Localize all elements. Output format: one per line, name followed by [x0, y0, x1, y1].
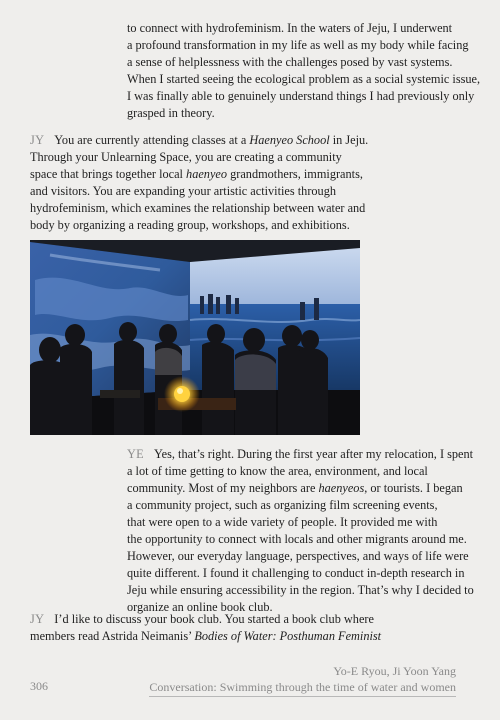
text-line — [30, 132, 380, 149]
text-line: a sense of helplessness with the challenges posed by vast systems. — [127, 55, 453, 69]
text-line: quite different. I found it challenging to conduct in-depth research in — [127, 566, 465, 580]
italic-term: Haenyeo School — [249, 133, 330, 147]
speaker-initials: JY — [30, 612, 45, 626]
running-footer — [149, 663, 456, 697]
speaker-initials: JY — [30, 133, 45, 147]
text-line: to connect with hydrofeminism. In the waters of Jeju, I underwent — [127, 21, 453, 35]
text-line: a profound transformation in my life as well as my body while facing — [127, 38, 469, 52]
text-run: I’d like to discuss your book club. You started a book club where — [54, 612, 374, 626]
text-line — [127, 446, 474, 463]
answer-ye-1 — [127, 446, 474, 616]
text-line: body by organizing a reading group, workshops, and exhibitions. — [30, 218, 350, 232]
paragraph-continued — [127, 20, 481, 122]
footer-subtitle: Conversation: Swimming through the time of water and women — [149, 679, 456, 697]
text-line: Jeju while ensuring accessibility in the region. That’s why I decided to — [127, 583, 474, 597]
italic-book-title: Bodies of Water: Posthuman Feminist — [194, 629, 382, 643]
text-line: Through your Unlearning Space, you are creating a community — [30, 150, 342, 164]
text-line: a lot of time getting to know the area, environment, and local — [127, 464, 428, 478]
text-line — [30, 166, 380, 183]
text-run: , or tourists. I began — [364, 481, 463, 495]
text-line: hydrofeminism, which examines the relationship between water and — [30, 201, 366, 215]
speaker-initials: YE — [127, 447, 144, 461]
text-run: members read Astrida Neimanis’ — [30, 629, 195, 643]
photo-illustration — [30, 240, 360, 435]
text-run: space that brings together local — [30, 167, 187, 181]
text-run: You are currently attending classes at a — [54, 133, 250, 147]
text-line: However, our everyday language, perspectives, and ways of life were — [127, 549, 469, 563]
text-line: and visitors. You are expanding your artistic activities through — [30, 184, 337, 198]
text-line — [30, 628, 380, 645]
text-line: I was finally able to genuinely understand things I had previously only — [127, 89, 475, 103]
text-run: community. Most of my neighbors are — [127, 481, 319, 495]
text-line: grasped in theory. — [127, 106, 215, 120]
italic-term: haenyeo — [186, 167, 228, 181]
text-line — [30, 611, 380, 628]
text-run: Yes, that’s right. During the first year after my relocation, I spent — [154, 447, 474, 461]
text-line: organize an online book club. — [127, 600, 273, 614]
text-run: grandmothers, immigrants, — [227, 167, 363, 181]
exhibition-photo — [30, 240, 360, 435]
text-line: that were open to a wide variety of people. It provided me with — [127, 515, 438, 529]
text-line: a community project, such as organizing film screening events, — [127, 498, 438, 512]
text-line: the opportunity to connect with locals and other migrants around me. — [127, 532, 467, 546]
italic-term: haenyeos — [318, 481, 365, 495]
question-jy-1 — [30, 132, 380, 234]
text-line — [127, 480, 467, 497]
text-line: When I started seeing the ecological problem as a social systemic issue, — [127, 72, 481, 86]
page-number: 306 — [30, 679, 48, 693]
question-jy-2 — [30, 611, 380, 645]
text-run: in Jeju. — [329, 133, 369, 147]
footer-authors: Yo-E Ryou, Ji Yoon Yang — [333, 664, 456, 678]
